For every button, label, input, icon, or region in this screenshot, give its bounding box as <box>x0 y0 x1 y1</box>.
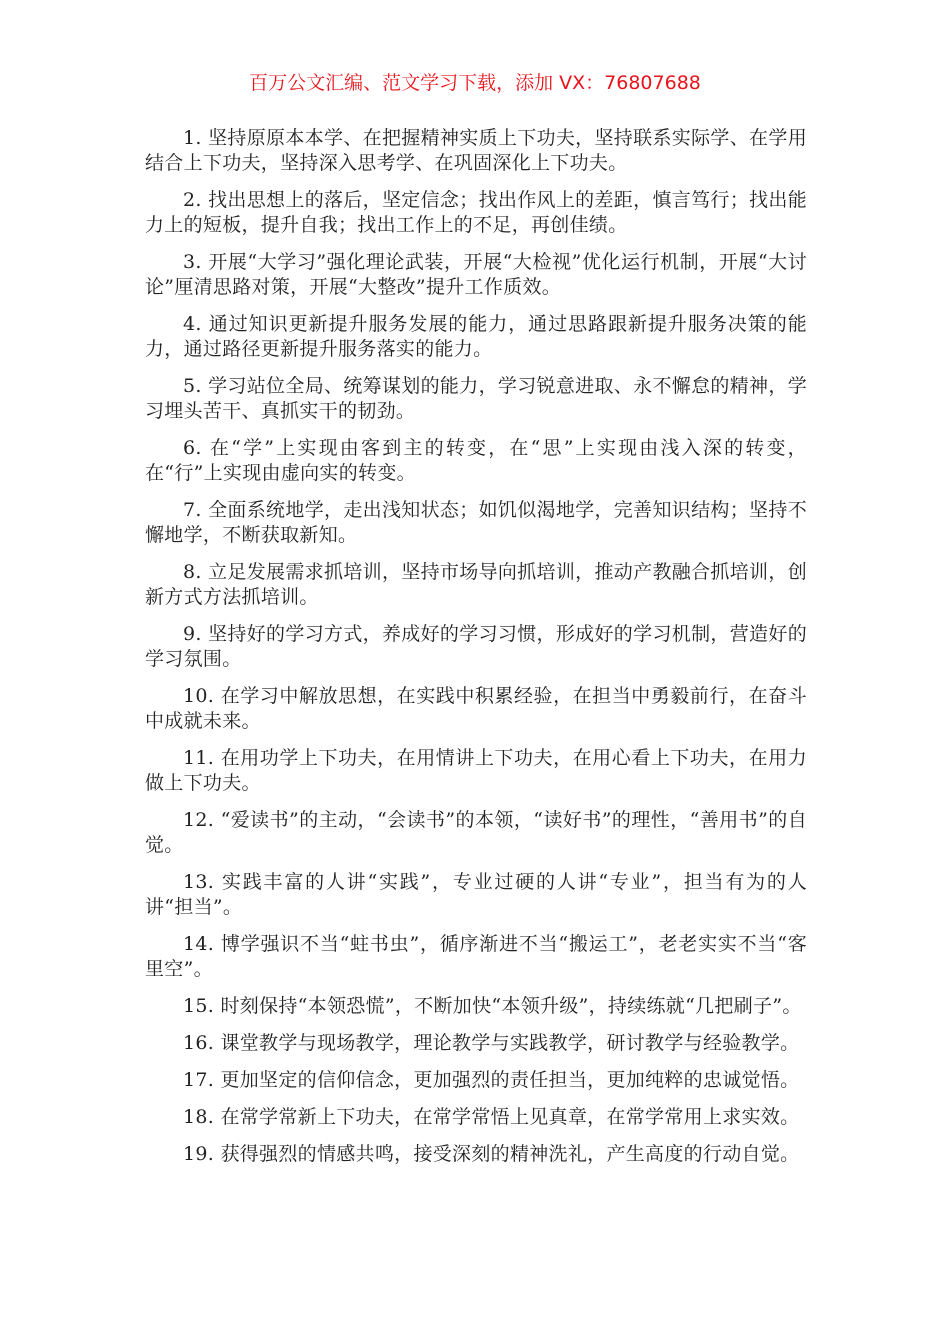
list-item: 7. 全面系统地学，走出浅知状态；如饥似渴地学，完善知识结构；坚持不懈地学，不断获取新知。 <box>145 499 807 546</box>
list-item: 9. 坚持好的学习方式，养成好的学习习惯，形成好的学习机制，营造好的学习氛围。 <box>145 623 807 670</box>
list-item: 10. 在学习中解放思想，在实践中积累经验，在担当中勇毅前行，在奋斗中成就未来。 <box>145 685 807 732</box>
list-item: 14. 博学强识不当“蛀书虫”，循序渐进不当“搬运工”，老老实实不当“客里空”。 <box>145 933 807 980</box>
list-item: 18. 在常学常新上下功夫，在常学常悟上见真章，在常学常用上求实效。 <box>183 1106 800 1128</box>
list-item: 4. 通过知识更新提升服务发展的能力，通过思路跟新提升服务决策的能力，通过路径更新提升服务落实的能力。 <box>145 313 807 360</box>
list-item: 2. 找出思想上的落后，坚定信念；找出作风上的差距，慎言笃行；找出能力上的短板，提升自我；找出工作上的不足，再创佳绩。 <box>145 189 807 236</box>
list-item: 13. 实践丰富的人讲“实践”，专业过硬的人讲“专业”，担当有为的人讲“担当”。 <box>145 871 807 918</box>
document-body <box>145 126 807 1179</box>
list-item: 15. 时刻保持“本领恐慌”，不断加快“本领升级”，持续练就“几把刷子”。 <box>183 995 802 1017</box>
list-item: 3. 开展“大学习”强化理论武装，开展“大检视”优化运行机制，开展“大讨论”厘清思路对策，开展“大整改”提升工作质效。 <box>145 251 807 298</box>
list-item: 17. 更加坚定的信仰信念，更加强烈的责任担当，更加纯粹的忠诚觉悟。 <box>183 1069 800 1091</box>
list-item: 19. 获得强烈的情感共鸣，接受深刻的精神洗礼，产生高度的行动自觉。 <box>183 1143 800 1165</box>
list-item: 1. 坚持原原本本学、在把握精神实质上下功夫，坚持联系实际学、在学用结合上下功夫，坚持深入思考学、在巩固深化上下功夫。 <box>145 127 807 174</box>
list-item: 8. 立足发展需求抓培训，坚持市场导向抓培训，推动产教融合抓培训，创新方式方法抓培训。 <box>145 561 807 608</box>
list-item: 5. 学习站位全局、统筹谋划的能力，学习锐意进取、永不懈怠的精神，学习埋头苦干、真抓实干的韧劲。 <box>145 375 807 422</box>
list-item: 12. “爱读书”的主动，“会读书”的本领，“读好书”的理性，“善用书”的自觉。 <box>145 809 807 856</box>
list-item: 16. 课堂教学与现场教学，理论教学与实践教学，研讨教学与经验教学。 <box>183 1032 800 1054</box>
list-item: 11. 在用功学上下功夫，在用情讲上下功夫，在用心看上下功夫，在用力做上下功夫。 <box>145 747 807 794</box>
watermark-header: 百万公文汇编、范文学习下载，添加 VX：76807688 <box>249 72 701 94</box>
list-item: 6. 在“学”上实现由客到主的转变，在“思”上实现由浅入深的转变，在“行”上实现由虚向实的转变。 <box>145 437 807 484</box>
